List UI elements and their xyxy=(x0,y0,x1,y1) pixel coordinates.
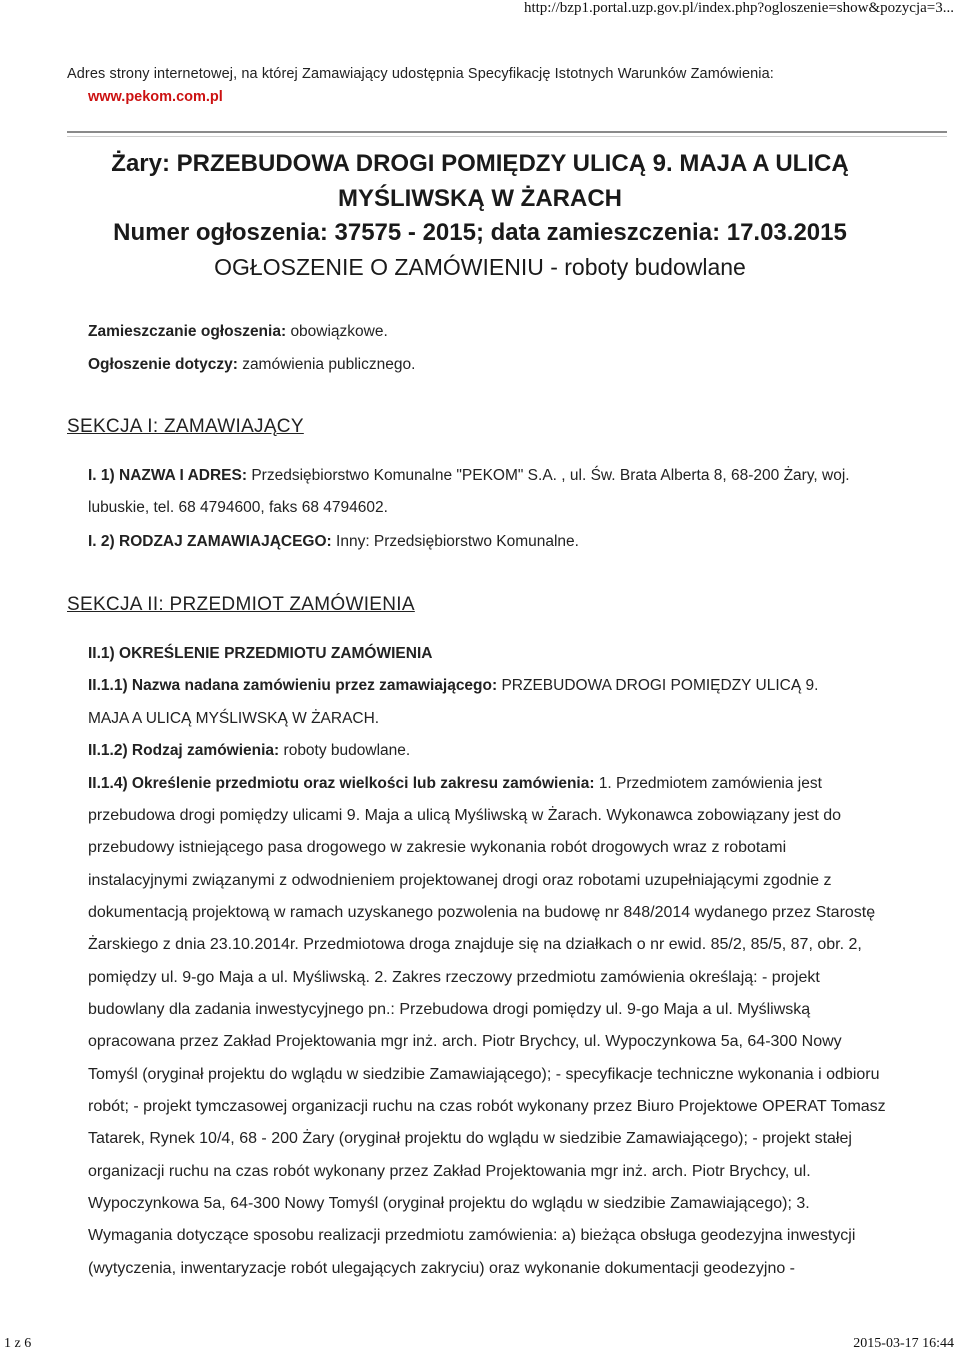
contract-description-label: II.1.4) Określenie przedmiotu oraz wielkości lub zakresu zamówienia: xyxy=(88,775,595,792)
placement-value: obowiązkowe. xyxy=(290,323,388,340)
authority-type-value: Inny: Przedsiębiorstwo Komunalne. xyxy=(336,533,579,550)
page-counter: 1 z 6 xyxy=(4,1336,32,1351)
print-datetime: 2015-03-17 16:44 xyxy=(853,1336,954,1351)
contract-kind-label: II.1.2) Rodzaj zamówienia: xyxy=(88,742,280,759)
announcement-type: OGŁOSZENIE O ZAMÓWIENIU - roboty budowlane xyxy=(214,254,746,280)
placement-row xyxy=(88,323,388,341)
contract-description-first: 1. Przedmiotem zamówienia jest xyxy=(598,775,822,792)
authority-type-row xyxy=(88,533,579,551)
subject-subheading xyxy=(88,645,432,663)
print-url: http://bzp1.portal.uzp.gov.pl/index.php?ogloszenie=show&pozycja=3... xyxy=(523,0,954,16)
concerns-row xyxy=(88,356,415,374)
siwz-address-label: Adres strony internetowej, na której Zamawiający udostępnia Specyfikację Istotnych Warunków Zamówienia: xyxy=(67,66,774,82)
description-line: instalacyjnymi związanymi z odwodnieniem projektowanej drogi oraz robotami uzupełniającymi zgodnie z xyxy=(88,872,832,889)
contract-name-row xyxy=(88,677,818,695)
contract-kind-value: roboty budowlane. xyxy=(283,742,411,759)
contracting-authority-value-cont: lubuskie, tel. 68 4794600, faks 68 4794602. xyxy=(88,499,388,516)
concerns-value: zamówienia publicznego. xyxy=(242,356,416,373)
contract-name-label: II.1.1) Nazwa nadana zamówieniu przez zamawiającego: xyxy=(88,677,498,694)
subject-subheading-label: II.1) OKREŚLENIE PRZEDMIOTU ZAMÓWIENIA xyxy=(88,645,433,662)
description-line: (wytyczenia, inwentaryzacje robót ulegających zakryciu) oraz wykonanie dokumentacji geodezyjno - xyxy=(88,1260,796,1277)
contract-description-row xyxy=(88,775,822,793)
contracting-authority-value: Przedsiębiorstwo Komunalne "PEKOM" S.A. , ul. Św. Brata Alberta 8, 68-200 Żary, woj. xyxy=(251,467,850,484)
contract-name-value: PRZEBUDOWA DROGI POMIĘDZY ULICĄ 9. xyxy=(501,677,819,694)
contracting-authority-label: I. 1) NAZWA I ADRES: xyxy=(88,467,248,484)
description-line: robót; - projekt tymczasowej organizacji ruchu na czas robót wykonany przez Biuro Projektowe OPERAT Tomasz xyxy=(88,1098,886,1115)
contract-name-value-cont: MAJA A ULICĄ MYŚLIWSKĄ W ŻARACH. xyxy=(88,710,380,727)
description-line: budowlany dla zadania inwestycyjnego pn.: Przebudowa drogi pomiędzy ul. 9-go Maja a ul. Myśliwską xyxy=(88,1001,811,1018)
description-line: Żarskiego z dnia 23.10.2014r. Przedmiotowa droga znajduje się na działkach o nr ewid. 85/2, 85/5, 87, obr. 2, xyxy=(88,936,862,953)
page-title-line2: MYŚLIWSKĄ W ŻARACH xyxy=(338,185,622,212)
section-2-heading: SEKCJA II: PRZEDMIOT ZAMÓWIENIA xyxy=(67,594,415,615)
section-1-heading: SEKCJA I: ZAMAWIAJĄCY xyxy=(67,416,304,437)
description-line: organizacji ruchu na czas robót wykonany przez Zakład Projektowania mgr inż. arch. Piotr Brychcy, ul. xyxy=(88,1163,811,1180)
page-title-line1: Żary: PRZEBUDOWA DROGI POMIĘDZY ULICĄ 9. MAJA A ULICĄ xyxy=(111,150,849,177)
authority-type-label: I. 2) RODZAJ ZAMAWIAJĄCEGO: xyxy=(88,533,332,550)
description-line: Wypoczynkowa 5a, 64-300 Nowy Tomyśl (oryginał projektu do wglądu w siedzibie Zamawiającego); 3. xyxy=(88,1195,810,1212)
description-line: przebudowa drogi pomiędzy ulicami 9. Maja a ulicą Myśliwską w Żarach. Wykonawca zobowiązany jest do xyxy=(88,807,842,824)
description-line: opracowana przez Zakład Projektowania mgr inż. arch. Piotr Brychcy, ul. Wypoczynkowa 5a, 64-300 Nowy xyxy=(88,1033,842,1050)
announcement-number: Numer ogłoszenia: 37575 - 2015; data zamieszczenia: 17.03.2015 xyxy=(113,219,847,246)
description-line: pomiędzy ul. 9-go Maja a ul. Myśliwską. 2. Zakres rzeczowy przedmiotu zamówienia określają: - projekt xyxy=(88,969,820,986)
contract-kind-row xyxy=(88,742,410,760)
concerns-label: Ogłoszenie dotyczy: xyxy=(88,356,238,373)
description-line: dokumentacją projektową w ramach uzyskanego pozwolenia na budowę nr 848/2014 wydanego przez Starostę xyxy=(88,904,876,921)
description-line: przebudowy istniejącego pasa drogowego w zakresie wykonania robót drogowych wraz z robotami xyxy=(88,839,787,856)
siwz-address-link[interactable]: www.pekom.com.pl xyxy=(88,89,223,105)
contracting-authority-row xyxy=(88,467,850,485)
description-line: Tomyśl (oryginał projektu do wglądu w siedzibie Zamawiającego); - specyfikacje techniczne wykonania i odbioru xyxy=(88,1066,880,1083)
description-line: Wymagania dotyczące sposobu realizacji przedmiotu zamówienia: a) bieżąca obsługa geodezyjna inwestycji xyxy=(88,1227,856,1244)
placement-label: Zamieszczanie ogłoszenia: xyxy=(88,323,287,340)
description-line: Tatarek, Rynek 10/4, 68 - 200 Żary (oryginał projektu do wglądu w siedzibie Zamawiającego); - projekt stałej xyxy=(88,1130,852,1147)
divider xyxy=(67,131,947,137)
